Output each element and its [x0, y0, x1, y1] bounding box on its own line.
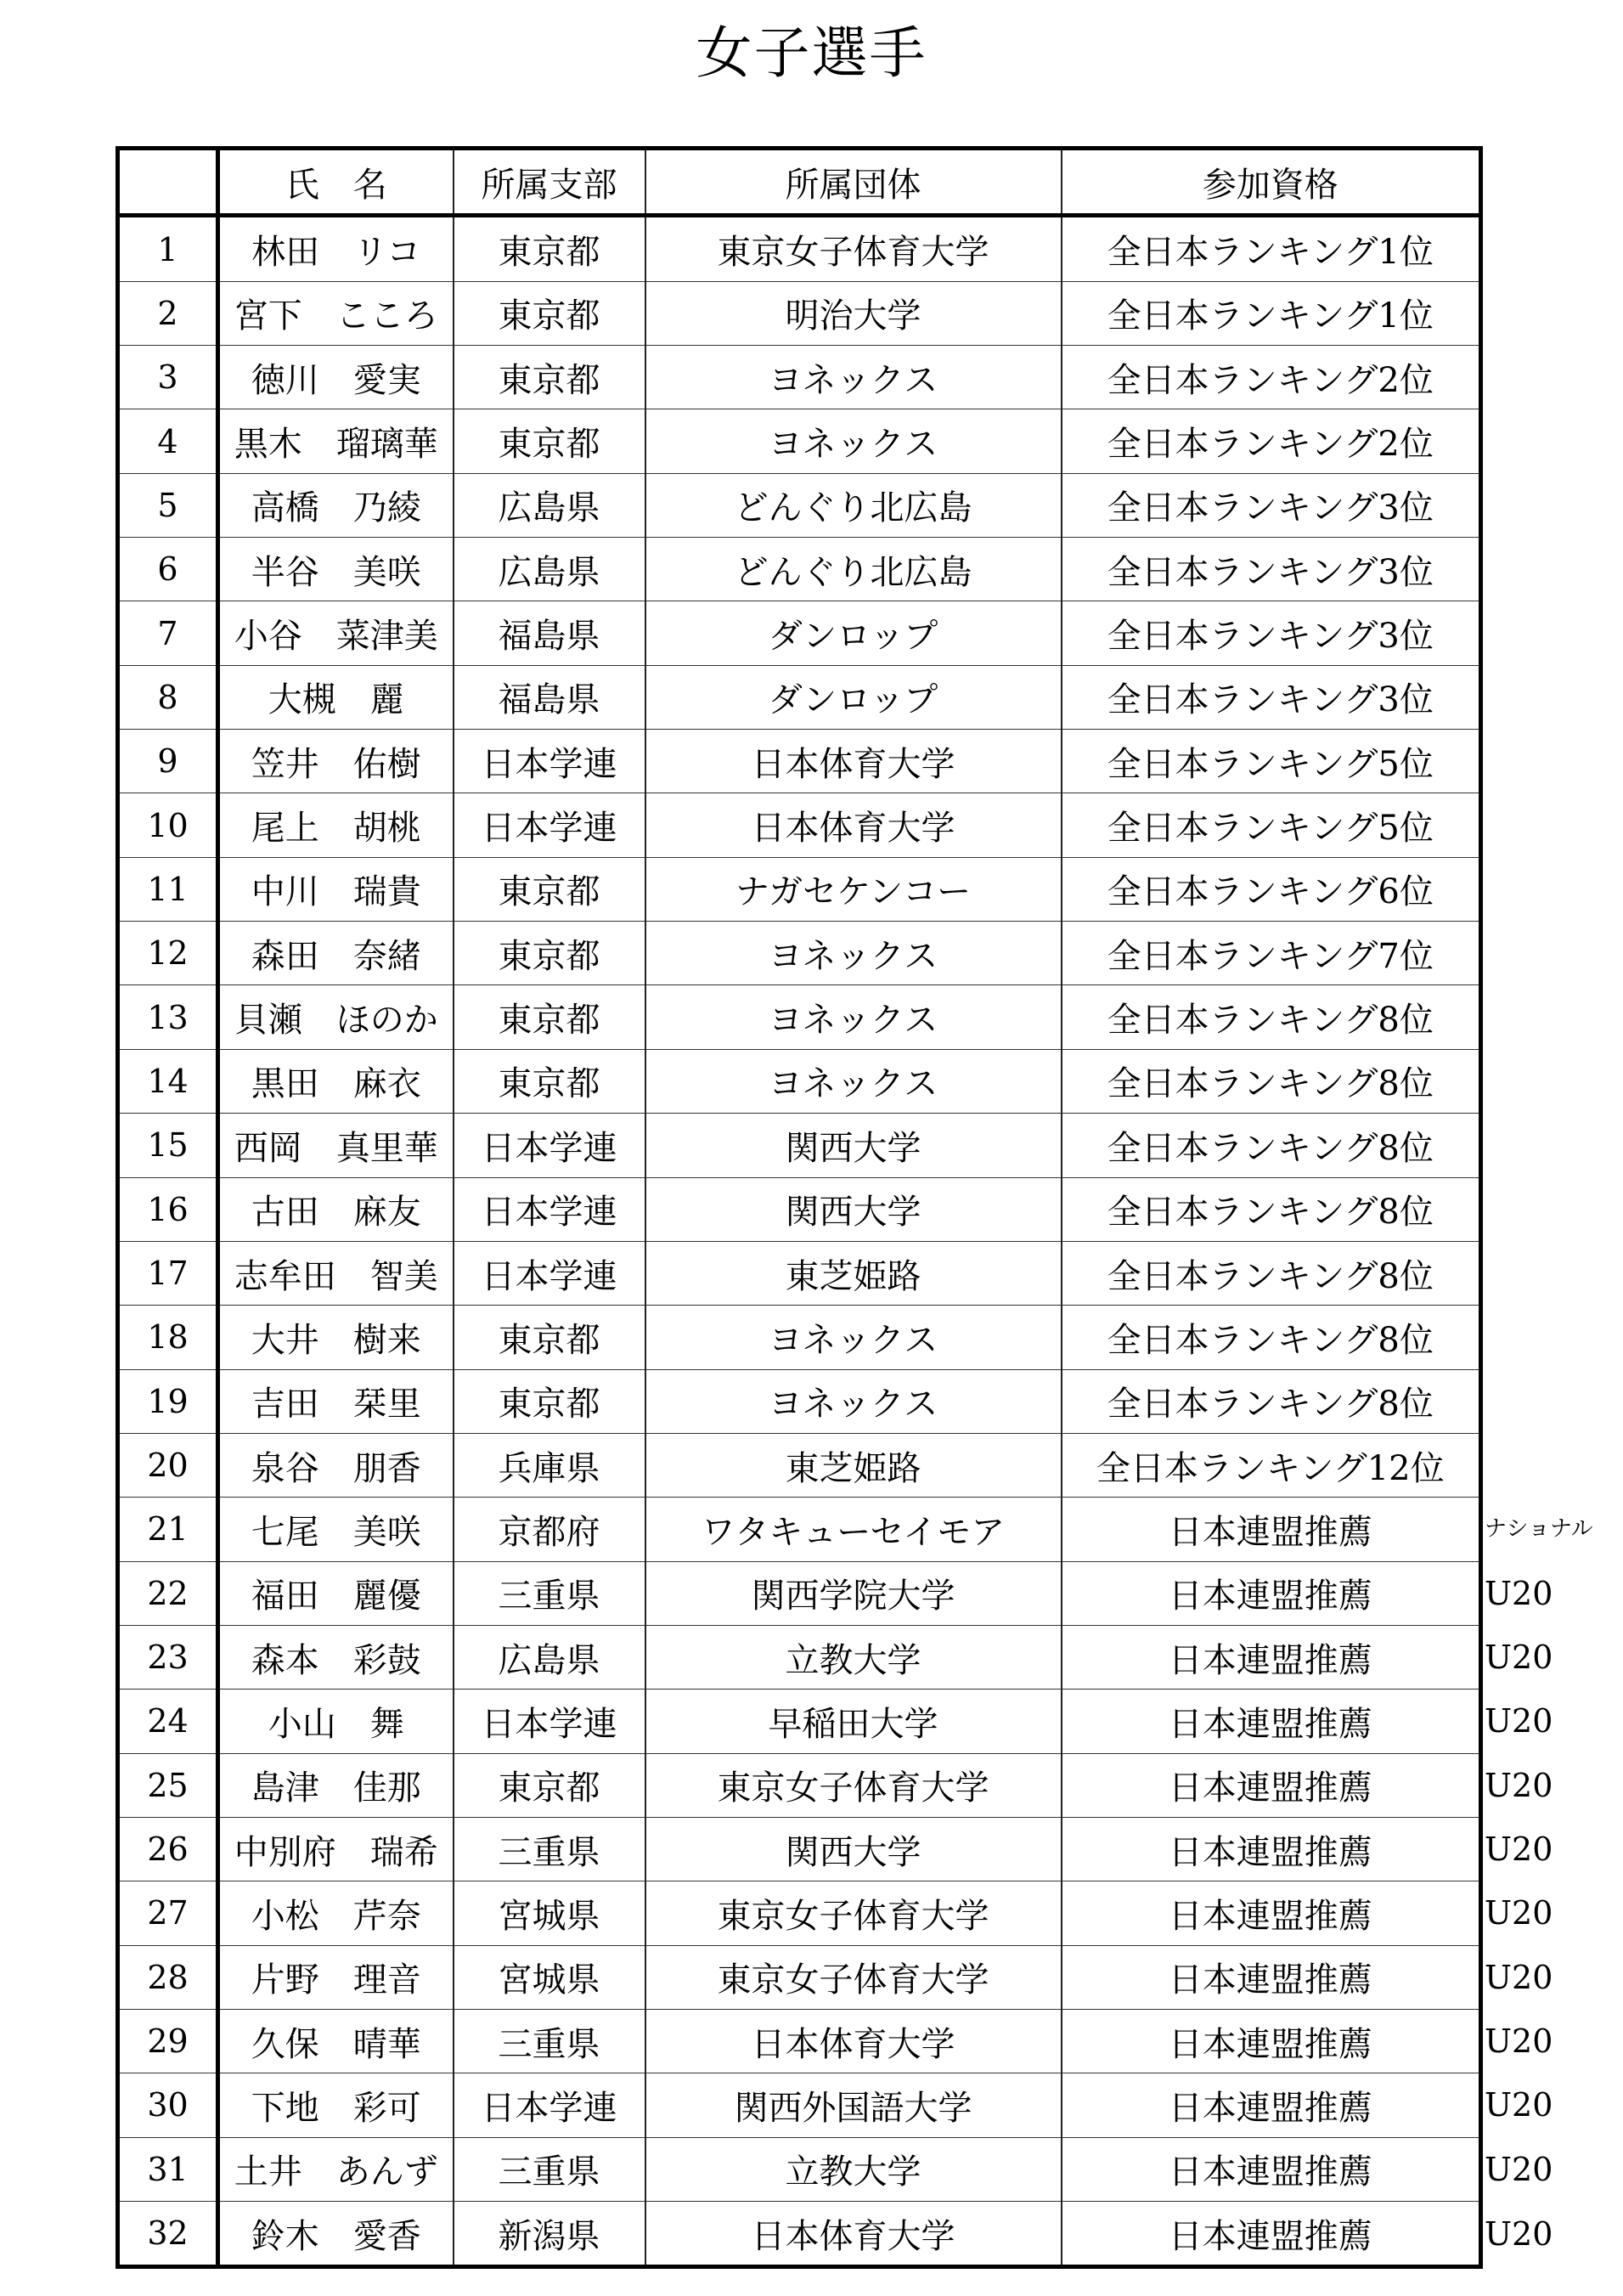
cell-branch: 東京都: [454, 1049, 645, 1113]
table-row: [118, 1817, 1481, 1881]
cell-name: 高橋 乃綾: [218, 473, 454, 537]
table-row: [118, 2137, 1481, 2201]
cell-name: 黒田 麻衣: [218, 1049, 454, 1113]
cell-qualification: 全日本ランキング6位: [1062, 857, 1481, 921]
cell-organization: ヨネックス: [645, 346, 1062, 409]
cell-number: 7: [118, 601, 218, 665]
cell-name: 鈴木 愛香: [218, 2202, 454, 2267]
cell-qualification: 全日本ランキング1位: [1062, 281, 1481, 345]
cell-branch: 三重県: [454, 2137, 645, 2201]
cell-number: 22: [118, 1561, 218, 1625]
cell-number: 8: [118, 665, 218, 729]
cell-number: 12: [118, 922, 218, 985]
cell-name: 久保 晴華: [218, 2009, 454, 2073]
table-row: [118, 2202, 1481, 2267]
cell-name: 西岡 真里華: [218, 1114, 454, 1177]
row-note: U20: [1485, 2086, 1553, 2124]
cell-branch: 日本学連: [454, 2073, 645, 2137]
row-note: U20: [1485, 2022, 1553, 2061]
cell-qualification: 全日本ランキング8位: [1062, 1114, 1481, 1177]
row-note: U20: [1485, 1766, 1553, 1804]
cell-branch: 京都府: [454, 1498, 645, 1561]
cell-qualification: 全日本ランキング3位: [1062, 665, 1481, 729]
cell-organization: 関西大学: [645, 1177, 1062, 1241]
cell-number: 9: [118, 730, 218, 793]
cell-number: 16: [118, 1177, 218, 1241]
cell-branch: 三重県: [454, 1561, 645, 1625]
cell-organization: ナガセケンコー: [645, 857, 1062, 921]
cell-name: 土井 あんず: [218, 2137, 454, 2201]
row-note: U20: [1485, 1958, 1553, 1996]
cell-organization: 日本体育大学: [645, 2202, 1062, 2267]
cell-organization: ヨネックス: [645, 1369, 1062, 1433]
cell-organization: ヨネックス: [645, 1306, 1062, 1369]
cell-name: 大井 樹来: [218, 1306, 454, 1369]
cell-qualification: 全日本ランキング8位: [1062, 1241, 1481, 1305]
cell-qualification: 全日本ランキング1位: [1062, 216, 1481, 281]
cell-qualification: 全日本ランキング8位: [1062, 1369, 1481, 1433]
cell-name: 中川 瑞貴: [218, 857, 454, 921]
cell-qualification: 日本連盟推薦: [1062, 2202, 1481, 2267]
cell-branch: 新潟県: [454, 2202, 645, 2267]
row-note: U20: [1485, 2150, 1553, 2188]
cell-number: 29: [118, 2009, 218, 2073]
cell-branch: 東京都: [454, 409, 645, 473]
cell-name: 宮下 こころ: [218, 281, 454, 345]
cell-organization: ヨネックス: [645, 1049, 1062, 1113]
cell-branch: 兵庫県: [454, 1433, 645, 1497]
cell-qualification: 全日本ランキング8位: [1062, 985, 1481, 1049]
cell-organization: 東京女子体育大学: [645, 1945, 1062, 2009]
table-row: [118, 1049, 1481, 1113]
cell-qualification: 日本連盟推薦: [1062, 1690, 1481, 1753]
cell-number: 3: [118, 346, 218, 409]
table-row: [118, 922, 1481, 985]
cell-qualification: 全日本ランキング12位: [1062, 1433, 1481, 1497]
cell-name: 貝瀬 ほのか: [218, 985, 454, 1049]
cell-branch: 広島県: [454, 473, 645, 537]
row-note: U20: [1485, 2215, 1553, 2254]
cell-qualification: 日本連盟推薦: [1062, 1498, 1481, 1561]
cell-branch: 日本学連: [454, 1177, 645, 1241]
cell-branch: 日本学連: [454, 793, 645, 857]
table-row: [118, 985, 1481, 1049]
cell-name: 古田 麻友: [218, 1177, 454, 1241]
cell-organization: 日本体育大学: [645, 730, 1062, 793]
cell-name: 吉田 栞里: [218, 1369, 454, 1433]
cell-number: 25: [118, 1753, 218, 1817]
table-row: [118, 346, 1481, 409]
table-row: [118, 1433, 1481, 1497]
cell-organization: 東芝姫路: [645, 1241, 1062, 1305]
cell-organization: 早稲田大学: [645, 1690, 1062, 1753]
cell-number: 27: [118, 1881, 218, 1945]
header-qualification: 参加資格: [1062, 149, 1481, 216]
table-row: [118, 409, 1481, 473]
table-row: [118, 1177, 1481, 1241]
row-note: U20: [1485, 1894, 1553, 1932]
cell-qualification: 全日本ランキング2位: [1062, 346, 1481, 409]
cell-qualification: 日本連盟推薦: [1062, 2073, 1481, 2137]
cell-name: 志牟田 智美: [218, 1241, 454, 1305]
cell-name: 徳川 愛実: [218, 346, 454, 409]
cell-branch: 東京都: [454, 216, 645, 281]
cell-organization: ダンロップ: [645, 601, 1062, 665]
cell-organization: 東京女子体育大学: [645, 1753, 1062, 1817]
cell-qualification: 全日本ランキング5位: [1062, 730, 1481, 793]
table-row: [118, 1498, 1481, 1561]
cell-organization: どんぐり北広島: [645, 473, 1062, 537]
cell-name: 福田 麗優: [218, 1561, 454, 1625]
header-name: 氏 名: [218, 149, 454, 216]
cell-branch: 広島県: [454, 1625, 645, 1689]
table-row: [118, 793, 1481, 857]
cell-qualification: 全日本ランキング2位: [1062, 409, 1481, 473]
cell-number: 6: [118, 538, 218, 601]
cell-organization: どんぐり北広島: [645, 538, 1062, 601]
cell-name: 大槻 麗: [218, 665, 454, 729]
cell-organization: 東芝姫路: [645, 1433, 1062, 1497]
header-row: [118, 149, 1481, 216]
cell-name: 黒木 瑠璃華: [218, 409, 454, 473]
cell-name: 泉谷 朋香: [218, 1433, 454, 1497]
cell-branch: 福島県: [454, 601, 645, 665]
cell-organization: ヨネックス: [645, 409, 1062, 473]
cell-branch: 東京都: [454, 1369, 645, 1433]
table-row: [118, 1114, 1481, 1177]
cell-organization: 関西学院大学: [645, 1561, 1062, 1625]
cell-qualification: 日本連盟推薦: [1062, 1561, 1481, 1625]
cell-branch: 東京都: [454, 857, 645, 921]
cell-number: 32: [118, 2202, 218, 2267]
cell-organization: ヨネックス: [645, 922, 1062, 985]
cell-organization: 立教大学: [645, 1625, 1062, 1689]
table-row: [118, 538, 1481, 601]
cell-name: 森本 彩鼓: [218, 1625, 454, 1689]
cell-name: 小谷 菜津美: [218, 601, 454, 665]
cell-number: 20: [118, 1433, 218, 1497]
row-note: U20: [1485, 1831, 1553, 1869]
cell-qualification: 全日本ランキング8位: [1062, 1049, 1481, 1113]
cell-number: 24: [118, 1690, 218, 1753]
table-row: [118, 1945, 1481, 2009]
table-row: [118, 665, 1481, 729]
cell-qualification: 全日本ランキング3位: [1062, 473, 1481, 537]
cell-qualification: 全日本ランキング8位: [1062, 1306, 1481, 1369]
cell-qualification: 全日本ランキング8位: [1062, 1177, 1481, 1241]
row-note: U20: [1485, 1702, 1553, 1740]
table-row: [118, 857, 1481, 921]
cell-organization: 日本体育大学: [645, 2009, 1062, 2073]
cell-number: 30: [118, 2073, 218, 2137]
cell-number: 14: [118, 1049, 218, 1113]
cell-name: 森田 奈緒: [218, 922, 454, 985]
cell-number: 1: [118, 216, 218, 281]
table-row: [118, 1881, 1481, 1945]
cell-qualification: 全日本ランキング3位: [1062, 601, 1481, 665]
cell-number: 26: [118, 1817, 218, 1881]
cell-name: 笠井 佑樹: [218, 730, 454, 793]
cell-number: 18: [118, 1306, 218, 1369]
table-row: [118, 1241, 1481, 1305]
cell-number: 31: [118, 2137, 218, 2201]
table-row: [118, 601, 1481, 665]
table-row: [118, 216, 1481, 281]
cell-organization: 関西外国語大学: [645, 2073, 1062, 2137]
cell-organization: 立教大学: [645, 2137, 1062, 2201]
cell-branch: 三重県: [454, 2009, 645, 2073]
table-row: [118, 1753, 1481, 1817]
cell-organization: ダンロップ: [645, 665, 1062, 729]
cell-organization: ヨネックス: [645, 985, 1062, 1049]
cell-name: 小山 舞: [218, 1690, 454, 1753]
table-row: [118, 1690, 1481, 1753]
cell-branch: 日本学連: [454, 1690, 645, 1753]
row-note: ナショナル: [1485, 1516, 1593, 1543]
cell-number: 15: [118, 1114, 218, 1177]
table-row: [118, 1561, 1481, 1625]
cell-branch: 東京都: [454, 985, 645, 1049]
cell-name: 片野 理音: [218, 1945, 454, 2009]
page-title: 女子選手: [696, 20, 927, 86]
cell-number: 11: [118, 857, 218, 921]
cell-number: 21: [118, 1498, 218, 1561]
cell-number: 10: [118, 793, 218, 857]
cell-name: 半谷 美咲: [218, 538, 454, 601]
table-row: [118, 2009, 1481, 2073]
table-row: [118, 730, 1481, 793]
cell-qualification: 日本連盟推薦: [1062, 1945, 1481, 2009]
cell-qualification: 日本連盟推薦: [1062, 1881, 1481, 1945]
cell-branch: 日本学連: [454, 730, 645, 793]
cell-organization: 関西大学: [645, 1817, 1062, 1881]
cell-branch: 東京都: [454, 1306, 645, 1369]
cell-number: 28: [118, 1945, 218, 2009]
header-organization: 所属団体: [645, 149, 1062, 216]
cell-name: 小松 芹奈: [218, 1881, 454, 1945]
cell-branch: 東京都: [454, 922, 645, 985]
header-branch: 所属支部: [454, 149, 645, 216]
cell-name: 尾上 胡桃: [218, 793, 454, 857]
cell-branch: 宮城県: [454, 1945, 645, 2009]
table-header: [118, 149, 1481, 216]
row-note: U20: [1485, 1639, 1553, 1677]
cell-qualification: 全日本ランキング3位: [1062, 538, 1481, 601]
table-row: [118, 2073, 1481, 2137]
roster-table: [116, 146, 1483, 2269]
cell-qualification: 日本連盟推薦: [1062, 1625, 1481, 1689]
cell-branch: 宮城県: [454, 1881, 645, 1945]
cell-branch: 東京都: [454, 1753, 645, 1817]
cell-branch: 東京都: [454, 346, 645, 409]
cell-qualification: 全日本ランキング5位: [1062, 793, 1481, 857]
cell-qualification: 全日本ランキング7位: [1062, 922, 1481, 985]
side-notes: [1485, 0, 1620, 2296]
cell-name: 七尾 美咲: [218, 1498, 454, 1561]
cell-number: 2: [118, 281, 218, 345]
cell-qualification: 日本連盟推薦: [1062, 2137, 1481, 2201]
cell-branch: 東京都: [454, 281, 645, 345]
cell-qualification: 日本連盟推薦: [1062, 1817, 1481, 1881]
cell-number: 4: [118, 409, 218, 473]
cell-organization: 東京女子体育大学: [645, 1881, 1062, 1945]
header-number: [118, 149, 218, 216]
table-row: [118, 1306, 1481, 1369]
cell-number: 13: [118, 985, 218, 1049]
cell-branch: 日本学連: [454, 1241, 645, 1305]
row-note: U20: [1485, 1574, 1553, 1612]
cell-number: 5: [118, 473, 218, 537]
cell-name: 中別府 瑞希: [218, 1817, 454, 1881]
cell-name: 下地 彩可: [218, 2073, 454, 2137]
table-row: [118, 281, 1481, 345]
table-row: [118, 1369, 1481, 1433]
cell-organization: ワタキューセイモア: [645, 1498, 1062, 1561]
cell-branch: 福島県: [454, 665, 645, 729]
cell-qualification: 日本連盟推薦: [1062, 1753, 1481, 1817]
cell-organization: 東京女子体育大学: [645, 216, 1062, 281]
table-row: [118, 473, 1481, 537]
cell-name: 林田 リコ: [218, 216, 454, 281]
cell-number: 17: [118, 1241, 218, 1305]
cell-branch: 日本学連: [454, 1114, 645, 1177]
cell-branch: 広島県: [454, 538, 645, 601]
cell-number: 23: [118, 1625, 218, 1689]
cell-qualification: 日本連盟推薦: [1062, 2009, 1481, 2073]
cell-branch: 三重県: [454, 1817, 645, 1881]
table-row: [118, 1625, 1481, 1689]
cell-organization: 関西大学: [645, 1114, 1062, 1177]
cell-number: 19: [118, 1369, 218, 1433]
cell-name: 島津 佳那: [218, 1753, 454, 1817]
table-body: [118, 216, 1481, 2267]
cell-organization: 日本体育大学: [645, 793, 1062, 857]
cell-organization: 明治大学: [645, 281, 1062, 345]
